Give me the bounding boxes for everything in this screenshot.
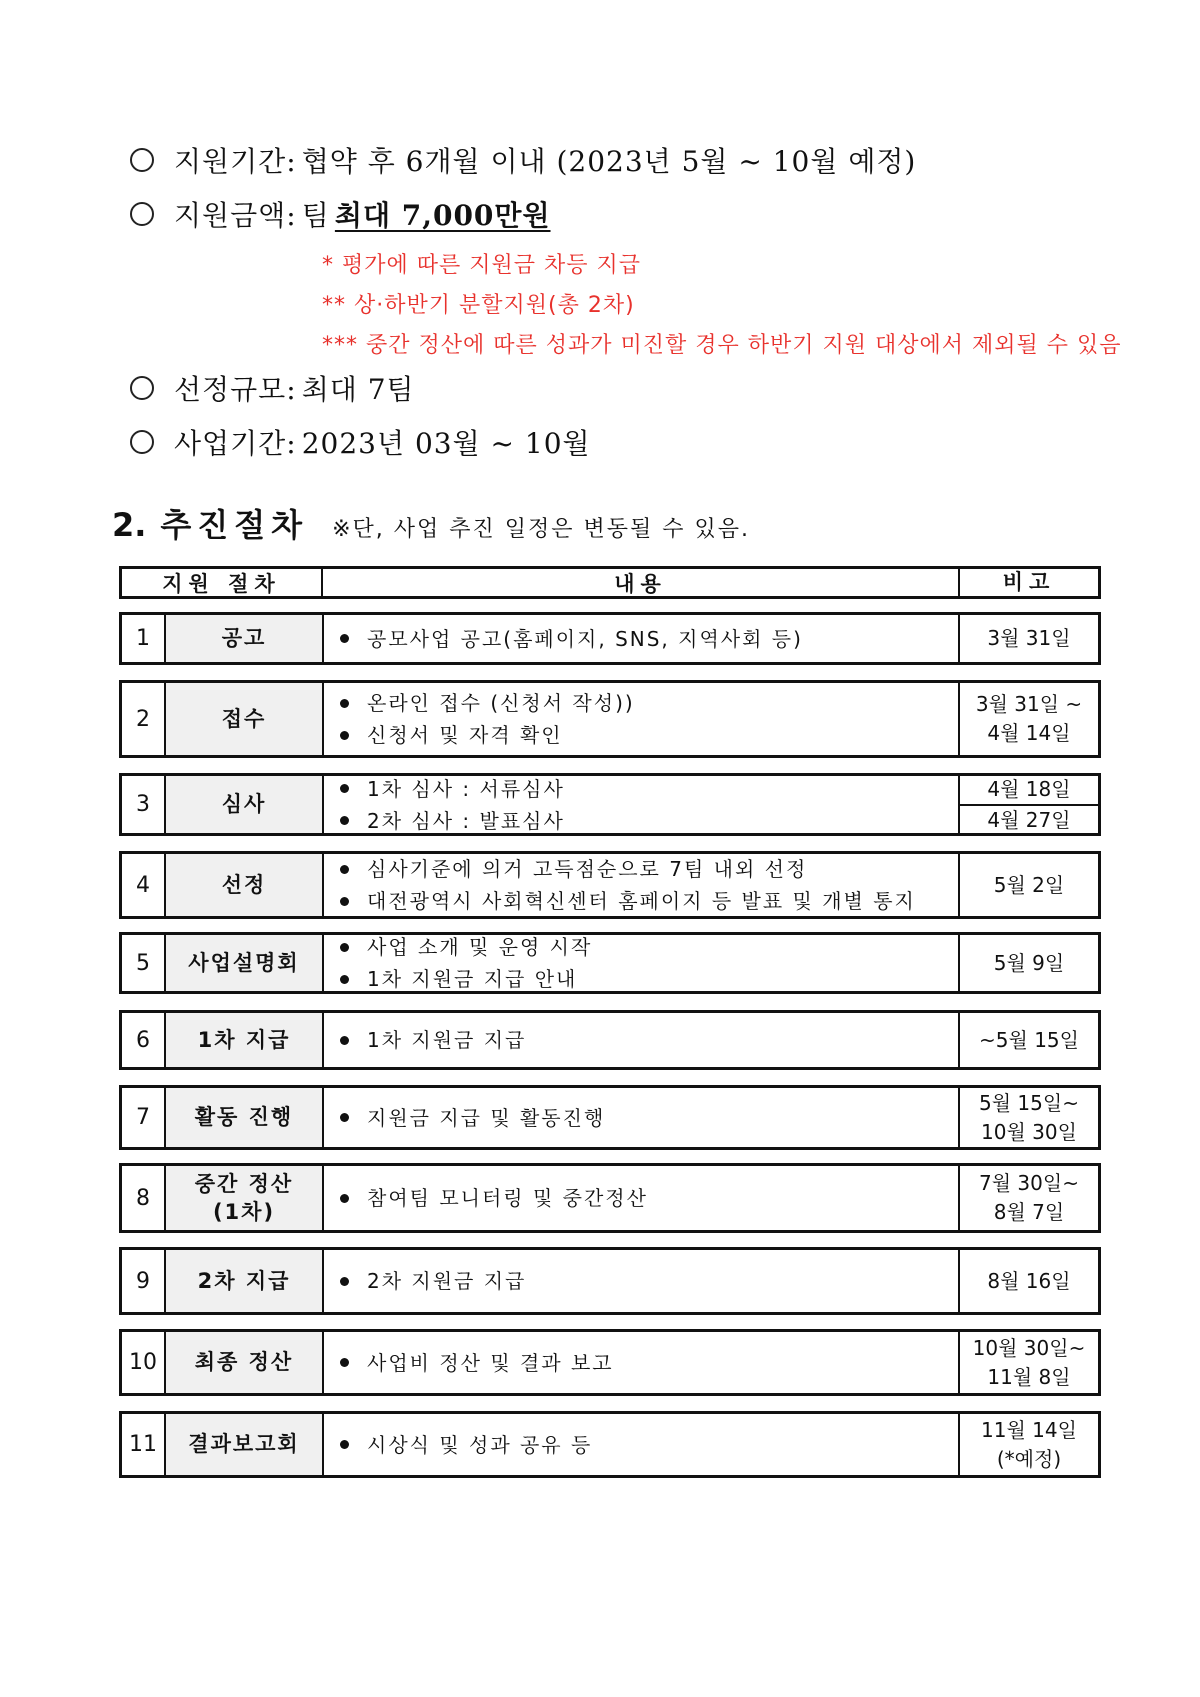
procedure-label: 1차 지급 <box>197 1027 291 1052</box>
content-item <box>340 773 958 805</box>
row-content <box>324 1414 960 1475</box>
row-content <box>324 776 960 833</box>
row-content <box>324 1088 960 1147</box>
section-title: 추진절차 <box>160 506 309 544</box>
content-item <box>340 1347 958 1379</box>
row-content <box>324 935 960 991</box>
row-content <box>324 1166 960 1230</box>
content-text: 시상식 및 성과 공유 등 <box>367 1432 593 1457</box>
row-content <box>324 1332 960 1393</box>
bullet-dot-icon <box>340 1113 349 1122</box>
remark-text: ~5월 15일 <box>979 1027 1079 1052</box>
procedure-label: 최종 정산 <box>194 1350 294 1375</box>
row-content <box>324 854 960 916</box>
business-period-value: 2023년 03월 ~ 10월 <box>301 427 591 460</box>
row-procedure <box>166 1414 324 1475</box>
procedure-label: 접수 <box>221 706 267 731</box>
remark-text: 10월 30일 <box>981 1119 1077 1144</box>
bullet-dot-icon <box>340 816 349 825</box>
row-number: 2 <box>122 683 166 755</box>
remark-text: 10월 30일~ <box>972 1335 1086 1360</box>
circle-bullet-icon <box>130 376 154 400</box>
content-item <box>340 1102 958 1134</box>
table-row <box>119 612 1101 665</box>
row-procedure <box>166 1013 324 1067</box>
remark-text: 5월 9일 <box>993 950 1065 975</box>
section-heading <box>112 500 750 546</box>
content-text: 2차 심사 : 발표심사 <box>367 808 565 833</box>
row-procedure <box>166 683 324 755</box>
row-remark <box>960 1414 1098 1475</box>
row-remark <box>960 615 1098 662</box>
support-amount-prefix: 팀 <box>301 199 330 232</box>
note-red-2: ** 상·하반기 분할지원(총 2차) <box>322 293 635 318</box>
table-row <box>119 680 1101 758</box>
row-procedure <box>166 854 324 916</box>
remark-text: 5월 2일 <box>993 872 1065 897</box>
content-item <box>340 885 958 917</box>
section-note: ※단, 사업 추진 일정은 변동될 수 있음. <box>332 517 750 542</box>
selection-scale-value: 최대 7팀 <box>301 373 415 406</box>
procedure-label: 2차 지급 <box>197 1268 291 1293</box>
bullet-dot-icon <box>340 975 349 984</box>
table-header <box>119 566 1101 599</box>
remark-text: 7월 30일~ <box>979 1171 1079 1195</box>
circle-bullet-icon <box>130 430 154 454</box>
support-amount-label: 지원금액: <box>174 199 297 232</box>
procedure-label: 선정 <box>221 872 267 897</box>
row-number: 8 <box>122 1166 166 1230</box>
content-text: 공모사업 공고(홈페이지, SNS, 지역사회 등) <box>367 626 803 651</box>
row-remark <box>960 854 1098 916</box>
procedure-label: 결과보고회 <box>188 1432 300 1457</box>
selection-scale-line <box>130 368 415 408</box>
support-amount-line <box>130 194 551 234</box>
content-item <box>340 805 958 837</box>
table-row <box>119 1163 1101 1233</box>
remark-text: 4월 14일 <box>987 721 1071 745</box>
content-text: 1차 지원금 지급 <box>367 1028 527 1052</box>
remark-text: 3월 31일 ~ <box>975 692 1083 716</box>
content-item <box>340 931 958 963</box>
content-text: 사업비 정산 및 결과 보고 <box>367 1350 614 1375</box>
content-item <box>340 1024 958 1056</box>
remark-text: 4월 27일 <box>960 804 1098 835</box>
row-remark <box>960 683 1098 755</box>
content-item <box>340 687 958 719</box>
row-remark <box>960 1088 1098 1147</box>
bullet-dot-icon <box>340 1277 349 1286</box>
content-text: 심사기준에 의거 고득점순으로 7팀 내외 선정 <box>367 857 808 881</box>
row-number: 4 <box>122 854 166 916</box>
row-procedure <box>166 1250 324 1312</box>
bullet-dot-icon <box>340 699 349 708</box>
remark-text: 8월 16일 <box>987 1268 1071 1293</box>
procedure-label: 활동 진행 <box>194 1105 294 1130</box>
row-number: 10 <box>122 1332 166 1393</box>
row-remark <box>960 1250 1098 1312</box>
remark-text: 11월 14일 <box>981 1417 1077 1442</box>
table-row <box>119 1329 1101 1396</box>
selection-scale-label: 선정규모: <box>174 373 297 406</box>
support-period-label: 지원기간: <box>174 145 297 178</box>
bullet-dot-icon <box>340 1358 349 1367</box>
row-procedure <box>166 935 324 991</box>
row-number: 7 <box>122 1088 166 1147</box>
row-procedure <box>166 1088 324 1147</box>
table-row <box>119 932 1101 994</box>
note-red-1: * 평가에 따른 지원금 차등 지급 <box>322 253 641 278</box>
row-number: 5 <box>122 935 166 991</box>
bullet-dot-icon <box>340 634 349 643</box>
content-item <box>340 1265 958 1297</box>
bullet-dot-icon <box>340 1036 349 1045</box>
table-row <box>119 1247 1101 1315</box>
header-content: 내용 <box>323 569 960 596</box>
bullet-dot-icon <box>340 1194 349 1203</box>
row-remark <box>960 935 1098 991</box>
remark-text: 3월 31일 <box>987 626 1071 650</box>
content-text: 온라인 접수 (신청서 작성)) <box>367 691 635 715</box>
table-row <box>119 851 1101 919</box>
remark-text: (*예정) <box>996 1446 1062 1471</box>
row-remark <box>960 1166 1098 1230</box>
circle-bullet-icon <box>130 202 154 226</box>
row-number: 11 <box>122 1414 166 1475</box>
circle-bullet-icon <box>130 148 154 172</box>
bullet-dot-icon <box>340 897 349 906</box>
remark-text: 8월 7일 <box>993 1200 1065 1224</box>
content-text: 1차 심사 : 서류심사 <box>367 776 565 801</box>
bullet-dot-icon <box>340 865 349 874</box>
remark-text: 11월 8일 <box>987 1364 1071 1389</box>
row-number: 9 <box>122 1250 166 1312</box>
row-remark <box>960 776 1098 833</box>
remark-text: 5월 15일~ <box>979 1090 1079 1115</box>
content-text: 2차 지원금 지급 <box>367 1269 527 1293</box>
content-item <box>340 623 958 655</box>
content-text: 사업 소개 및 운영 시작 <box>367 935 593 959</box>
procedure-label: 공고 <box>221 626 267 651</box>
content-text: 신청서 및 자격 확인 <box>367 723 563 747</box>
table-row <box>119 773 1101 836</box>
bullet-dot-icon <box>340 1440 349 1449</box>
content-text: 지원금 지급 및 활동진행 <box>367 1105 606 1130</box>
business-period-line <box>130 422 591 462</box>
row-procedure <box>166 1332 324 1393</box>
note-red-3: *** 중간 정산에 따른 성과가 미진할 경우 하반기 지원 대상에서 제외될 수 있음 <box>322 333 1122 358</box>
table-row <box>119 1411 1101 1478</box>
row-number: 6 <box>122 1013 166 1067</box>
section-number: 2. <box>112 506 147 544</box>
bullet-dot-icon <box>340 784 349 793</box>
header-remark: 비고 <box>1002 570 1056 595</box>
content-text: 대전광역시 사회혁신센터 홈페이지 등 발표 및 개별 통지 <box>367 889 916 913</box>
row-number: 3 <box>122 776 166 833</box>
table-row <box>119 1010 1101 1070</box>
support-period-value: 협약 후 6개월 이내 (2023년 5월 ~ 10월 예정) <box>301 145 917 178</box>
row-content <box>324 615 960 662</box>
row-procedure <box>166 776 324 833</box>
content-item <box>340 719 958 751</box>
row-remark <box>960 1332 1098 1393</box>
procedure-label: 심사 <box>221 792 267 817</box>
business-period-label: 사업기간: <box>174 427 297 460</box>
content-item <box>340 963 958 995</box>
content-item <box>340 1182 958 1214</box>
content-item <box>340 1429 958 1461</box>
procedure-label: (1차) <box>212 1200 276 1224</box>
support-amount-value: 최대 7,000만원 <box>334 199 551 232</box>
table-row <box>119 1085 1101 1150</box>
support-period-line <box>130 140 916 180</box>
procedure-label: 사업설명회 <box>188 950 300 975</box>
bullet-dot-icon <box>340 943 349 952</box>
content-text: 참여팀 모니터링 및 중간정산 <box>367 1186 648 1210</box>
header-procedure: 지원 절차 <box>122 569 323 596</box>
row-remark <box>960 1013 1098 1067</box>
row-content <box>324 683 960 755</box>
content-text: 1차 지원금 지급 안내 <box>367 967 578 991</box>
content-item <box>340 853 958 885</box>
row-number: 1 <box>122 615 166 662</box>
row-procedure <box>166 615 324 662</box>
row-procedure <box>166 1166 324 1230</box>
procedure-label: 중간 정산 <box>194 1171 294 1196</box>
row-content <box>324 1013 960 1067</box>
remark-text: 4월 18일 <box>987 776 1071 801</box>
bullet-dot-icon <box>340 731 349 740</box>
row-content <box>324 1250 960 1312</box>
